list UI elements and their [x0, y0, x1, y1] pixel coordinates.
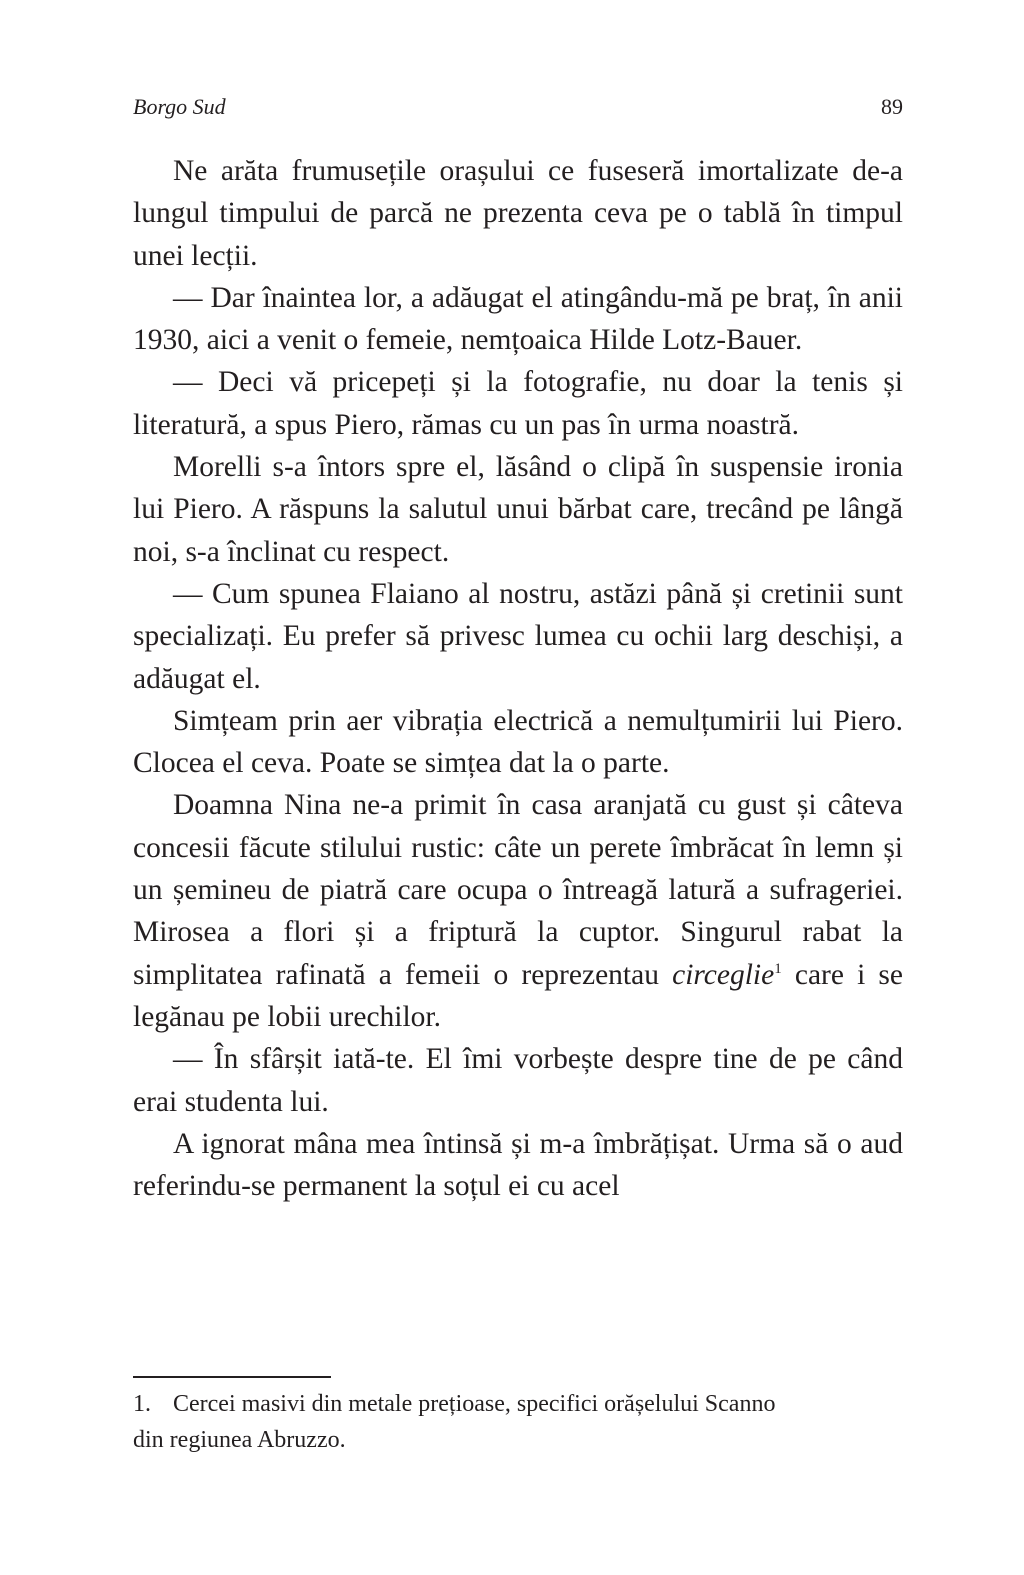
- paragraph-9: A ignorat mâna mea întinsă și m-a îmbrățișat. Urma să o aud referindu-se permanent la soțul ei cu acel: [133, 1127, 903, 1203]
- paragraph-2: — Dar înaintea lor, a adăugat el atingându-mă pe braț, în anii 1930, aici a venit o femeie, nemțoaica Hilde Lotz-Bauer.: [133, 281, 903, 357]
- footnote: [133, 1386, 903, 1458]
- footnote-divider: [133, 1376, 331, 1378]
- running-title: Borgo Sud: [133, 94, 226, 119]
- paragraph-7: [133, 784, 903, 1038]
- footnote-text-line-2: din regiunea Abruzzo.: [133, 1427, 346, 1453]
- paragraph-8: — În sfârșit iată-te. El îmi vorbește despre tine de pe când erai studenta lui.: [133, 1043, 903, 1118]
- footnote-reference[interactable]: 1: [774, 960, 782, 977]
- paragraph-7-text-b: care i se legănau pe lobii urechilor.: [133, 958, 904, 1033]
- paragraph-6: Simțeam prin aer vibrația electrică a nemulțumirii lui Piero. Clocea el ceva. Poate se simțea dat la o parte.: [133, 704, 903, 780]
- footnote-text-line-1: Cercei masivi din metale prețioase, specifici orășelului Scanno: [173, 1391, 776, 1417]
- paragraph-7-text-a: Doamna Nina ne-a primit în casa aranjată cu gust și câteva concesii făcute stilului rustic: câte un perete îmbrăcat în lemn și un șemineu de piatră care ocupa o întreagă latură a sufrageriei. Mirosea a flori și a friptură la cuptor. Singurul rabat la simplitatea rafinată a femeii o reprezentau: [133, 789, 903, 991]
- footnote-number: 1.: [133, 1391, 151, 1417]
- italic-term: circeglie: [672, 958, 775, 991]
- running-head: [133, 94, 903, 124]
- paragraph-1: Ne arăta frumusețile orașului ce fuseseră imortalizate de-a lungul timpului de parcă ne prezenta ceva pe o tablă în timpul unei lecții.: [133, 155, 903, 272]
- body-text: [133, 150, 903, 1207]
- paragraph-3: — Deci vă pricepeți și la fotografie, nu doar la tenis și literatură, a spus Piero, rămas cu un pas în urma noastră.: [133, 366, 903, 441]
- paragraph-5: — Cum spunea Flaiano al nostru, astăzi până și cretinii sunt specializați. Eu prefer să privesc lumea cu ochii larg deschiși, a adăugat el.: [133, 577, 903, 695]
- page-number: 89: [881, 94, 903, 119]
- paragraph-4: Morelli s-a întors spre el, lăsând o clipă în suspensie ironia lui Piero. A răspuns la salutul unui bărbat care, trecând pe lângă noi, s-a înclinat cu respect.: [133, 451, 903, 568]
